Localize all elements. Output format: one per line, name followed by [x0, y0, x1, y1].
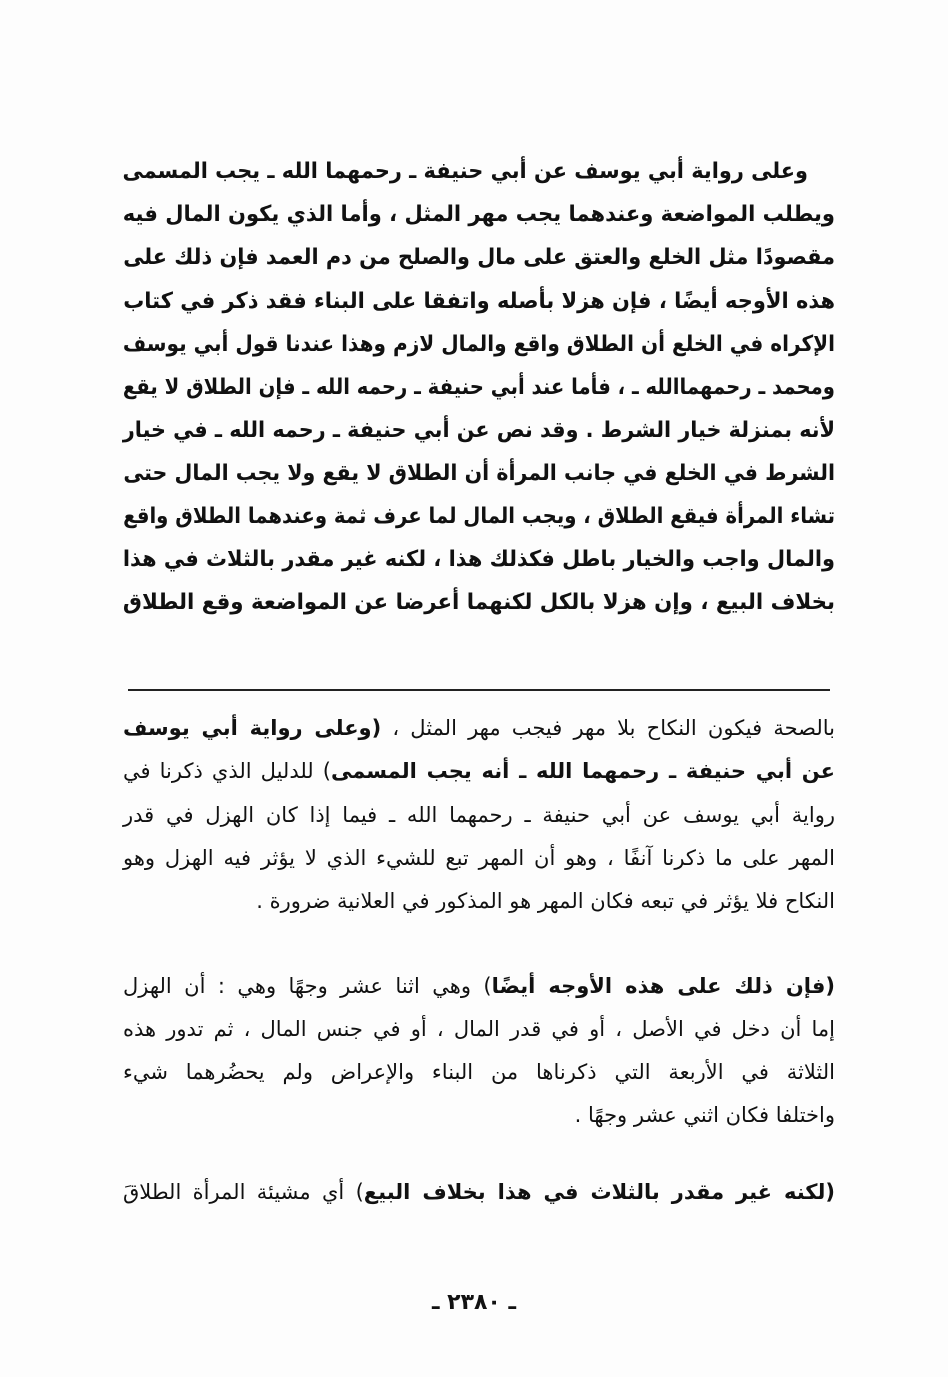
quoted-matn-text: (وعلى رواية أبي يوسف [123, 716, 382, 740]
commentary-text: ) وهي اثنا عشر وجهًا وهي : أن الهزل [123, 974, 492, 998]
commentary-line [123, 1013, 835, 1045]
main-text-line: الإكراه في الخلع أن الطلاق واقع والمال لازم وهذا عندنا قول أبي يوسف [122, 332, 836, 357]
commentary-line [123, 1099, 835, 1131]
page-number: ـ ٢٣٨٠ ـ [431, 1290, 517, 1315]
commentary-line [123, 1056, 835, 1088]
commentary-text: واختلفا فكان اثني عشر وجهًا . [574, 1103, 835, 1127]
main-text-line: مقصودًا مثل الخلع والعتق على مال والصلح من دم العمد فإن ذلك على [123, 245, 836, 270]
commentary-text: النكاح فلا يؤثر في تبعه فكان المهر هو المذكور في العلانية ضرورة . [256, 889, 835, 913]
commentary-text: بالصحة فيكون النكاح بلا مهر فيجب مهر المثل ، [381, 716, 835, 740]
quoted-matn-text: عن أبي حنيفة ـ رحمهما الله ـ أنه يجب المسمى [330, 759, 835, 783]
commentary-text: ) للدليل الذي ذكرنا في [123, 759, 331, 783]
commentary-line [123, 1176, 835, 1208]
footnote-divider [128, 689, 830, 691]
main-text-line: ويطلب المواضعة وعندهما يجب مهر المثل ، وأما الذي يكون المال فيه [122, 202, 836, 227]
quoted-matn-text: (لكنه غير مقدر بالثلاث في هذا بخلاف البيع [363, 1180, 835, 1204]
quoted-matn-text: (فإن ذلك على هذه الأوجه أيضًا [491, 974, 835, 998]
main-text-line: وعلى رواية أبي يوسف عن أبي حنيفة ـ رحمهما الله ـ يجب المسمى [122, 159, 808, 184]
commentary-line [123, 842, 835, 874]
commentary-line [123, 970, 835, 1002]
commentary-text: ) أي مشيئة المرأة الطلاقَ [123, 1180, 364, 1204]
commentary-line [123, 799, 835, 831]
main-text-line: لأنه بمنزلة خيار الشرط . وقد نص عن أبي حنيفة ـ رحمه الله ـ في خيار [122, 418, 835, 443]
main-text-line: ومحمد ـ رحمهماالله ـ ، فأما عند أبي حنيفة ـ رحمه الله ـ فإن الطلاق لا يقع [122, 375, 836, 400]
commentary-text: إما أن دخل في الأصل ، أو في قدر المال ، أو في جنس المال ، ثم تدور هذه [123, 1017, 835, 1041]
commentary-text: الثلاثة في الأربعة التي ذكرناها من البناء والإعراض ولم يحضُرهما شيء [123, 1060, 835, 1084]
main-text-line: تشاء المرأة فيقع الطلاق ، ويجب المال لما عرف ثمة وعندهما الطلاق واقع [123, 504, 835, 529]
main-text-line: بخلاف البيع ، وإن هزلا بالكل لكنهما أعرضا عن المواضعة وقع الطلاق [122, 590, 835, 615]
commentary-line [123, 712, 835, 744]
main-text-line: والمال واجب والخيار باطل فكذلك هذا ، لكنه غير مقدر بالثلاث في هذا [122, 547, 836, 572]
commentary-text: رواية أبي يوسف عن أبي حنيفة ـ رحمهما الله ـ فيما إذا كان الهزل في قدر [123, 803, 835, 827]
commentary-text: المهر على ما ذكرنا آنفًا ، وهو أن المهر تبع للشيء الذي لا يؤثر فيه الهزل وهو [123, 846, 835, 870]
commentary-line [123, 755, 835, 787]
commentary-line [123, 885, 835, 917]
main-text-line: هذه الأوجه أيضًا ، فإن هزلا بأصله واتفقا على البناء فقد ذكر في كتاب [123, 289, 835, 314]
main-text-line: الشرط في الخلع في جانب المرأة أن الطلاق لا يقع ولا يجب المال حتى [123, 461, 836, 486]
